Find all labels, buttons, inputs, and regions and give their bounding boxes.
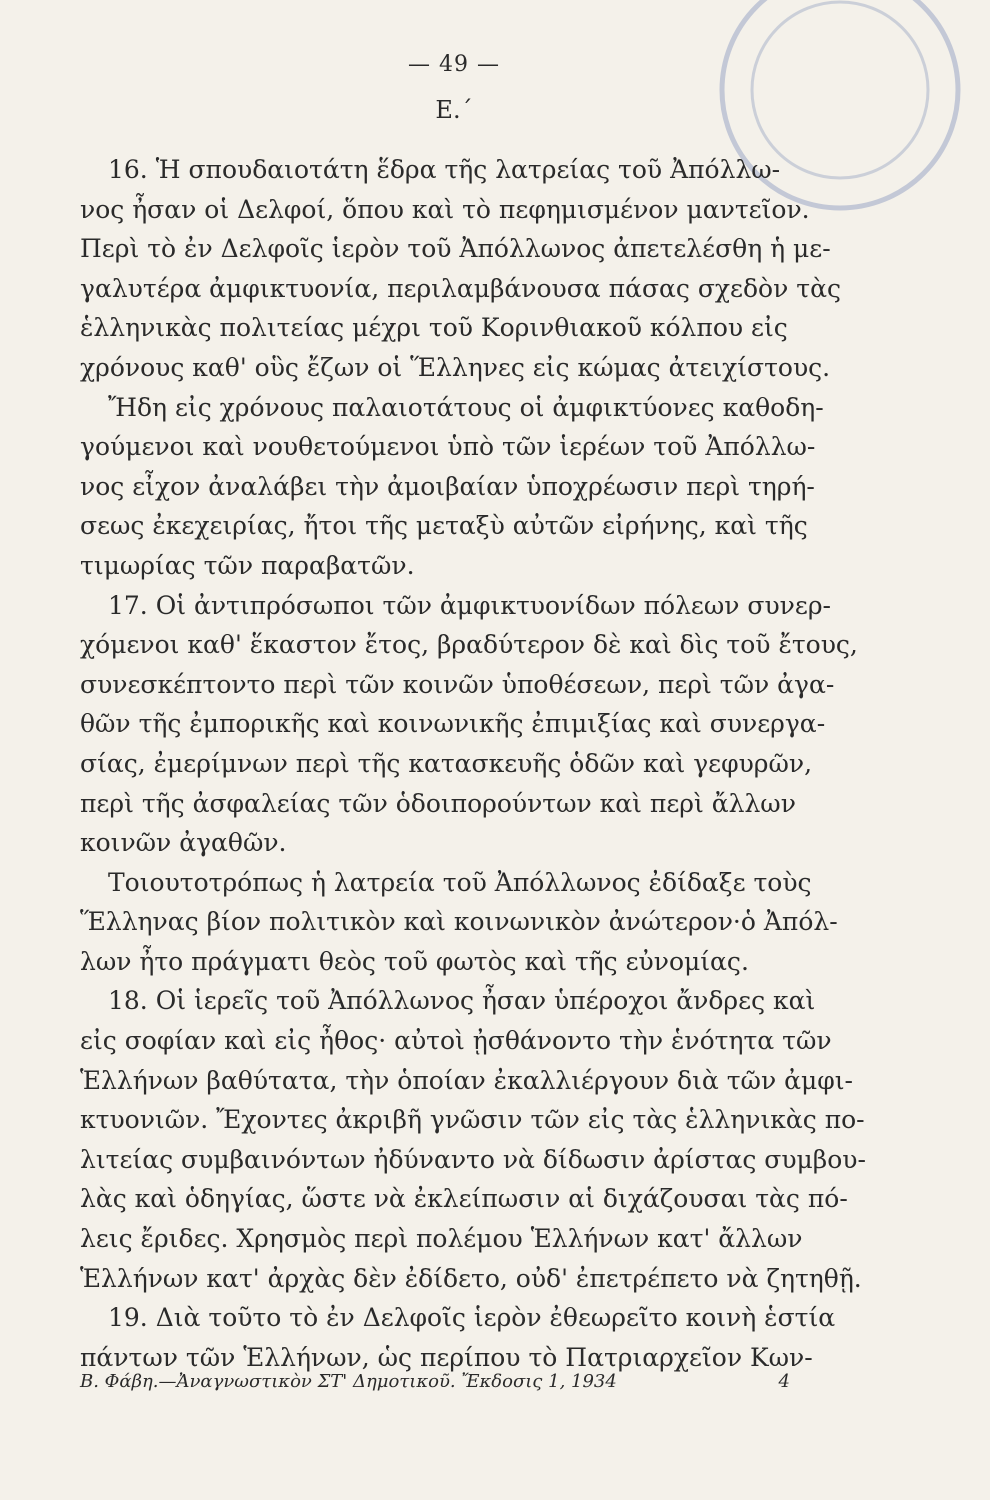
text-line: λὰς καὶ ὁδηγίας, ὥστε νὰ ἐκλείπωσιν αἱ διχάζουσαι τὰς πό- xyxy=(80,1184,848,1214)
text-line: κοινῶν ἀγαθῶν. xyxy=(80,828,287,858)
text-line: γαλυτέρα ἀμφικτυονία, περιλαμβάνουσα πάσας σχεδὸν τὰς xyxy=(80,273,841,303)
text-line: Τοιουτοτρόπως ἡ λατρεία τοῦ Ἀπόλλωνος ἐδίδαξε τοὺς xyxy=(108,867,812,897)
page-number: — 49 — xyxy=(408,52,500,77)
text-line: Ἤδη εἰς χρόνους παλαιοτάτους οἱ ἀμφικτύονες καθοδη- xyxy=(108,392,824,422)
text-line: λεις ἔριδες. Χρησμὸς περὶ πολέμου Ἑλλήνων κατ' ἄλλων xyxy=(80,1224,803,1254)
text-line: συνεσκέπτοντο περὶ τῶν κοινῶν ὑποθέσεων, περὶ τῶν ἀγα- xyxy=(80,669,835,699)
footer-citation: Β. Φάβη.—Ἀναγνωστικὸν ΣΤ' Δημοτικοῦ. Ἔκδοσις 1, 1934 xyxy=(80,1371,617,1392)
text-line: Ἕλληνας βίον πολιτικὸν καὶ κοινωνικὸν ἀνώτερον·ὁ Ἀπόλ- xyxy=(80,907,838,937)
body-text xyxy=(80,150,866,1377)
text-line: 18. Οἱ ἱερεῖς τοῦ Ἀπόλλωνος ἦσαν ὑπέροχοι ἄνδρες καὶ xyxy=(108,986,816,1016)
text-line: εἰς σοφίαν καὶ εἰς ἦθος· αὐτοὶ ᾐσθάνοντο τὴν ἑνότητα τῶν xyxy=(80,1026,832,1056)
text-line: θῶν τῆς ἐμπορικῆς καὶ κοινωνικῆς ἐπιμιξίας καὶ συνεργα- xyxy=(80,709,826,739)
text-line: 19. Διὰ τοῦτο τὸ ἐν Δελφοῖς ἱερὸν ἐθεωρεῖτο κοινὴ ἑστία xyxy=(108,1303,836,1333)
text-line: σεως ἐκεχειρίας, ἤτοι τῆς μεταξὺ αὐτῶν εἰρήνης, καὶ τῆς xyxy=(80,511,808,541)
text-line: χρόνους καθ' οὓς ἔζων οἱ Ἕλληνες εἰς κώμας ἀτειχίστους. xyxy=(80,352,831,382)
text-line: γούμενοι καὶ νουθετούμενοι ὑπὸ τῶν ἱερέων τοῦ Ἀπόλλω- xyxy=(80,432,816,462)
text-line: κτυονιῶν. Ἔχοντες ἀκριβῆ γνῶσιν τῶν εἰς τὰς ἑλληνικὰς πο- xyxy=(80,1105,865,1135)
text-line: πάντων τῶν Ἑλλήνων, ὡς περίπου τὸ Πατριαρχεῖον Κων- xyxy=(80,1342,813,1372)
text-line: χόμενοι καθ' ἕκαστον ἔτος, βραδύτερον δὲ καὶ δὶς τοῦ ἔτους, xyxy=(80,630,858,660)
section-heading: Ε.΄ xyxy=(435,96,473,124)
text-line: 17. Οἱ ἀντιπρόσωποι τῶν ἀμφικτυονίδων πόλεων συνερ- xyxy=(108,590,831,620)
text-line: Περὶ τὸ ἐν Δελφοῖς ἱερὸν τοῦ Ἀπόλλωνος ἀπετελέσθη ἡ με- xyxy=(80,234,831,264)
text-line: λων ἦτο πράγματι θεὸς τοῦ φωτὸς καὶ τῆς εὐνομίας. xyxy=(80,946,749,976)
text-line: τιμωρίας τῶν παραβατῶν. xyxy=(80,550,415,580)
text-line: νος εἶχον ἀναλάβει τὴν ἀμοιβαίαν ὑποχρέωσιν περὶ τηρή- xyxy=(80,471,815,501)
text-line: περὶ τῆς ἀσφαλείας τῶν ὁδοιπορούντων καὶ περὶ ἄλλων xyxy=(80,788,796,818)
text-line: 16. Ἡ σπουδαιοτάτη ἕδρα τῆς λατρείας τοῦ Ἀπόλλω- xyxy=(108,155,781,184)
text-line: Ἑλλήνων κατ' ἀρχὰς δὲν ἐδίδετο, οὐδ' ἐπετρέπετο νὰ ζητηθῇ. xyxy=(80,1263,862,1293)
text-line: σίας, ἐμερίμνων περὶ τῆς κατασκευῆς ὁδῶν καὶ γεφυρῶν, xyxy=(80,748,813,778)
footer-signature: 4 xyxy=(778,1371,790,1392)
text-line: λιτείας συμβαινόντων ἠδύναντο νὰ δίδωσιν ἀρίστας συμβου- xyxy=(80,1144,866,1174)
text-line: ἑλληνικὰς πολιτείας μέχρι τοῦ Κορινθιακοῦ κόλπου εἰς xyxy=(80,313,788,343)
text-line: νος ἦσαν οἱ Δελφοί, ὅπου καὶ τὸ πεφημισμένον μαντεῖον. xyxy=(80,194,810,224)
page-footer xyxy=(80,1371,790,1392)
text-line: Ἑλλήνων βαθύτατα, τὴν ὁποίαν ἐκαλλιέργουν διὰ τῶν ἀμφι- xyxy=(80,1065,853,1095)
